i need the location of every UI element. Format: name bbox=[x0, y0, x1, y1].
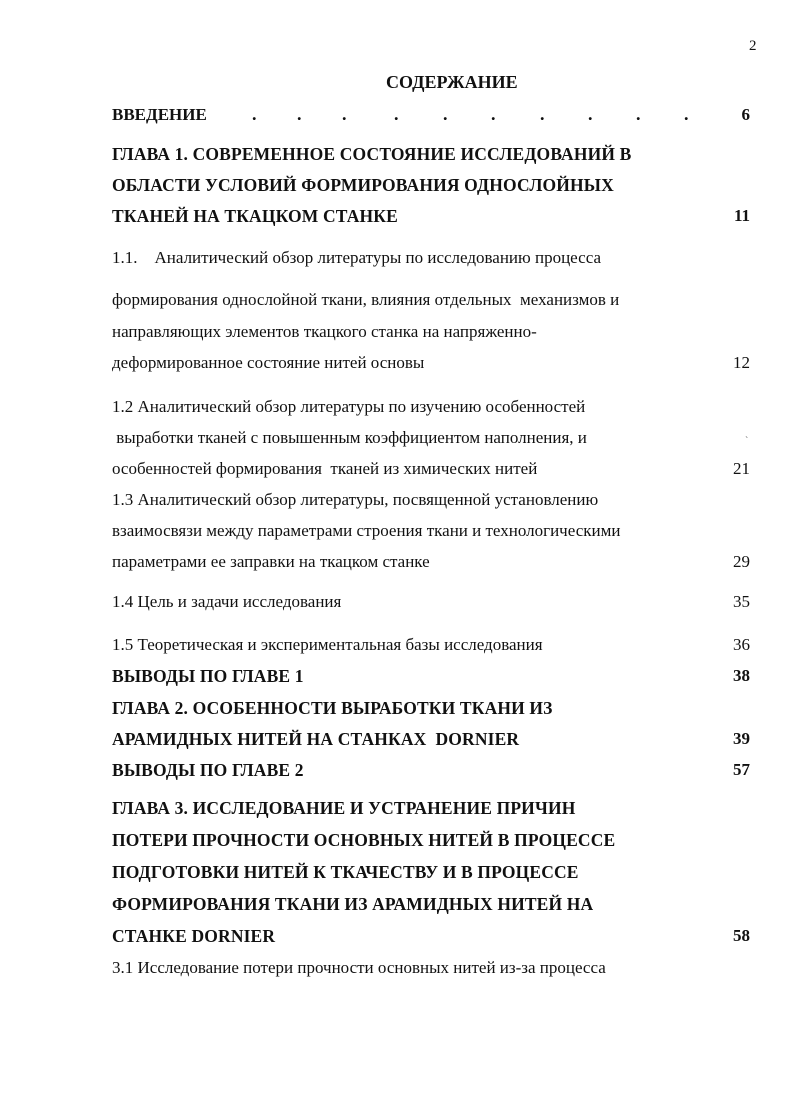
toc-ch3-line: ГЛАВА 3. ИССЛЕДОВАНИЕ И УСТРАНЕНИЕ ПРИЧИН bbox=[112, 798, 576, 818]
page-number: 2 bbox=[749, 38, 757, 54]
toc-s1-4-label: 1.4 Цель и задачи исследования bbox=[112, 592, 342, 611]
toc-ch2-page: 39 bbox=[733, 729, 750, 748]
toc-s1-5-page: 36 bbox=[733, 635, 750, 654]
toc-s3-1-label: 3.1 Исследование потери прочности основных нитей из-за процесса bbox=[112, 958, 606, 977]
toc-s1-2-line: особенностей формирования тканей из химических нитей bbox=[112, 459, 538, 478]
toc-s1-1-line: направляющих элементов ткацкого станка на напряженно- bbox=[112, 322, 537, 341]
toc-s1-1-line: 1.1. Аналитический обзор литературы по исследованию процесса bbox=[112, 248, 601, 267]
toc-s1-1-line: деформированное состояние нитей основы bbox=[112, 353, 425, 372]
toc-s1-1-page: 12 bbox=[733, 353, 750, 372]
toc-ch1-line: ОБЛАСТИ УСЛОВИЙ ФОРМИРОВАНИЯ ОДНОСЛОЙНЫХ bbox=[112, 175, 614, 195]
toc-ch3-page: 58 bbox=[733, 926, 750, 945]
page-title: СОДЕРЖАНИЕ bbox=[386, 72, 518, 92]
toc-s1-3-line: параметрами ее заправки на ткацком станке bbox=[112, 552, 430, 571]
toc-s1-3-line: взаимосвязи между параметрами строения ткани и технологическими bbox=[112, 521, 621, 540]
toc-s1-2-line: 1.2 Аналитический обзор литературы по изучению особенностей bbox=[112, 397, 586, 416]
toc-s1-3-line: 1.3 Аналитический обзор литературы, посвященной установлению bbox=[112, 490, 599, 509]
toc-concl2-label: ВЫВОДЫ ПО ГЛАВЕ 2 bbox=[112, 760, 304, 780]
toc-ch1-line: ТКАНЕЙ НА ТКАЦКОМ СТАНКЕ bbox=[112, 206, 398, 226]
toc-concl2-page: 57 bbox=[733, 760, 750, 779]
toc-ch2-line: АРАМИДНЫХ НИТЕЙ НА СТАНКАХ DORNIER bbox=[112, 729, 520, 749]
toc-ch2-line: ГЛАВА 2. ОСОБЕННОСТИ ВЫРАБОТКИ ТКАНИ ИЗ bbox=[112, 698, 553, 718]
toc-ch3-line: ФОРМИРОВАНИЯ ТКАНИ ИЗ АРАМИДНЫХ НИТЕЙ НА bbox=[112, 894, 594, 914]
toc-concl1-page: 38 bbox=[733, 666, 750, 685]
toc-ch1-line: ГЛАВА 1. СОВРЕМЕННОЕ СОСТОЯНИЕ ИССЛЕДОВАНИЙ В bbox=[112, 144, 632, 164]
toc-concl1-label: ВЫВОДЫ ПО ГЛАВЕ 1 bbox=[112, 666, 304, 686]
toc-intro-label: ВВЕДЕНИЕ bbox=[112, 105, 207, 124]
toc-ch3-line: ПОДГОТОВКИ НИТЕЙ К ТКАЧЕСТВУ И В ПРОЦЕССЕ bbox=[112, 862, 579, 882]
toc-ch3-line: СТАНКЕ DORNIER bbox=[112, 926, 276, 946]
toc-s1-2-page: 21 bbox=[733, 459, 750, 478]
toc-ch1-page: 11 bbox=[733, 206, 750, 225]
toc-s1-4-page: 35 bbox=[733, 592, 750, 611]
toc-s1-2-line: выработки тканей с повышенным коэффициентом наполнения, и bbox=[112, 428, 587, 447]
toc-s1-3-page: 29 bbox=[733, 552, 750, 571]
toc-s1-1-line: формирования однослойной ткани, влияния отдельных механизмов и bbox=[112, 290, 620, 309]
toc-ch3-line: ПОТЕРИ ПРОЧНОСТИ ОСНОВНЫХ НИТЕЙ В ПРОЦЕССЕ bbox=[112, 830, 616, 850]
toc-s1-5-label: 1.5 Теоретическая и экспериментальная базы исследования bbox=[112, 635, 543, 654]
toc-intro-page: 6 bbox=[741, 105, 750, 124]
scan-mark: ˋ bbox=[745, 436, 749, 447]
